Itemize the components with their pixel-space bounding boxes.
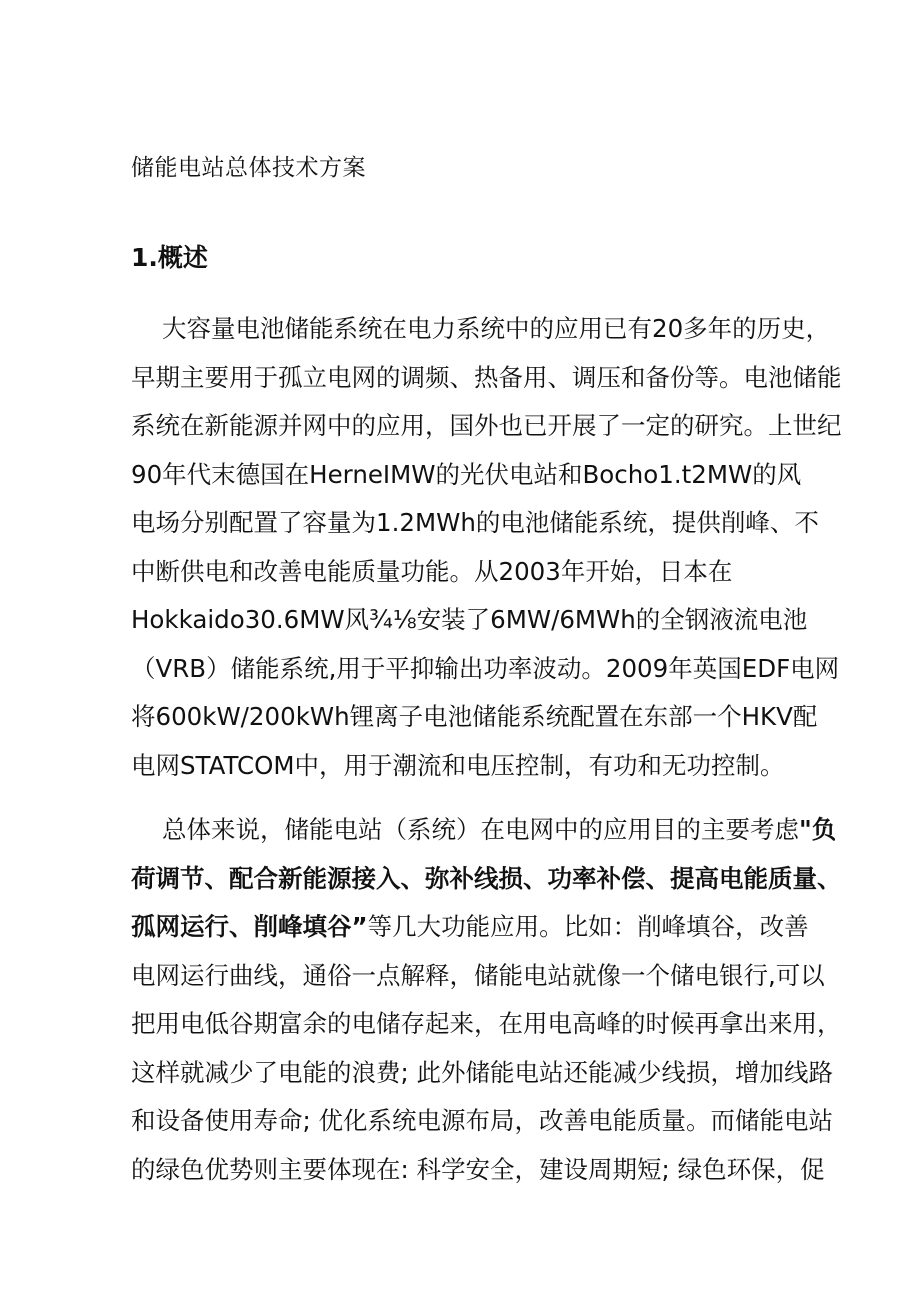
paragraph-line: 电网STATCOM中，用于潮流和电压控制，有功和无功控制。 xyxy=(131,750,785,780)
paragraph-line: 和设备使用寿命; 优化系统电源布局，改善电能质量。而储能电站 xyxy=(131,1106,834,1135)
paragraph-line: 把用电低谷期富余的电储存起来，在用电高峰的时候再拿出来用， xyxy=(131,1009,842,1038)
paragraph-line: 大容量电池储能系统在电力系统中的应用已有20多年的历史， xyxy=(162,314,831,343)
paragraph-line xyxy=(131,903,809,952)
document-title: 储能电站总体技术方案 xyxy=(131,155,366,181)
paragraph-line: 早期主要用于孤立电网的调频、热备用、调压和备份等。电池储能 xyxy=(131,362,842,392)
paragraph-line xyxy=(131,806,837,855)
paragraph-text: 等几大功能应用。比如：削峰填谷，改善 xyxy=(367,912,809,941)
paragraph-line: 电网运行曲线，通俗一点解释，储能电站就像一个储电银行,可以 xyxy=(131,960,825,990)
paragraph-overview xyxy=(131,305,842,790)
paragraph-line: （VRB）储能系统,用于平抑输出功率波动。2009年英国EDF电网 xyxy=(131,653,840,683)
paragraph-line: 电场分别配置了容量为1.2MWh的电池储能系统，提供削峰、不 xyxy=(131,508,819,537)
paragraph-summary xyxy=(131,806,842,1194)
paragraph-line: 系统在新能源并网中的应用，国外也已开展了一定的研究。上世纪 xyxy=(131,411,842,440)
emphasis-text: 孤网运行、削峰填谷” xyxy=(131,912,368,941)
paragraph-line: 的绿色优势则主要体现在: 科学安全，建设周期短; 绿色环保，促 xyxy=(131,1154,825,1184)
paragraph-line: 这样就减少了电能的浪费; 此外储能电站还能减少线损，增加线路 xyxy=(131,1057,834,1087)
paragraph-line: Hokkaido30.6MW风¾⅛安装了6MW/6MWh的全钢液流电池 xyxy=(131,605,808,634)
emphasis-text: "负 xyxy=(799,815,837,844)
section-heading: 1.概述 xyxy=(131,243,208,272)
paragraph-line: 中断供电和改善电能质量功能。从2003年开始，日本在 xyxy=(131,556,733,586)
paragraph-line: 90年代末德国在HerneIMW的光伏电站和Bocho1.t2MW的风 xyxy=(131,459,802,489)
emphasis-line: 荷调节、配合新能源接入、弥补线损、功率补偿、提高电能质量、 xyxy=(131,863,842,893)
paragraph-line: 将600kW/200kWh锂离子电池储能系统配置在东部一个HKV配 xyxy=(131,702,818,731)
paragraph-text: 总体来说，储能电站（系统）在电网中的应用目的主要考虑 xyxy=(162,815,799,844)
